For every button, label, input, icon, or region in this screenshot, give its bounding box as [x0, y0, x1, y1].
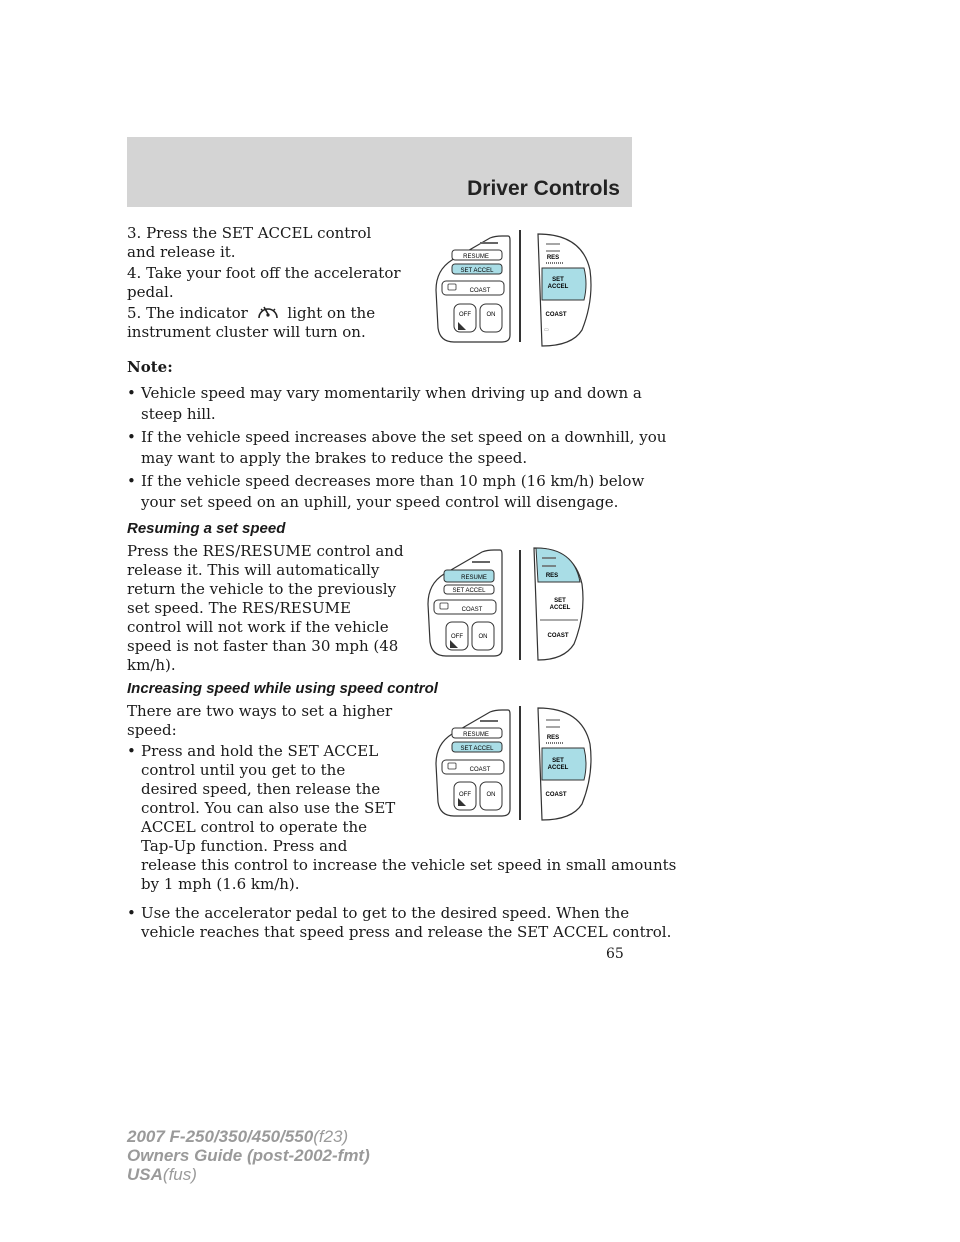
- off-label: OFF: [451, 634, 463, 640]
- footer-guide: Owners Guide (post-2002-fmt): [127, 1146, 370, 1165]
- bullet-dot: •: [127, 428, 136, 446]
- increase-1-line: ACCEL control to operate the: [141, 818, 368, 836]
- set-label: SET: [554, 598, 566, 604]
- on-label: ON: [486, 312, 496, 318]
- increase-1-line: release this control to increase the vehicle set speed in small amounts: [141, 856, 677, 874]
- bullet-dot: •: [127, 904, 136, 922]
- step-5-text-b: light on the: [287, 304, 376, 322]
- increase-1-line: control. You can also use the SET: [141, 799, 396, 817]
- resume-paragraph: [127, 542, 404, 675]
- accel-label: ACCEL: [547, 284, 569, 290]
- res-label: RES: [546, 735, 560, 741]
- set-accel-label: SET ACCEL: [452, 588, 486, 594]
- step-3: [127, 224, 371, 262]
- increase-1-line: control until you get to the: [141, 761, 346, 779]
- coast-label: COAST: [461, 607, 483, 613]
- increase-item-2: [127, 904, 671, 942]
- speed-control-indicator-icon: [253, 304, 283, 322]
- footer-market-code: (fus): [162, 1165, 197, 1184]
- off-label: OFF: [459, 792, 471, 798]
- figure-set-accel-2: [432, 704, 602, 828]
- note-label: Note:: [127, 358, 173, 376]
- increase-2-line: vehicle reaches that speed press and release the SET ACCEL control.: [141, 923, 672, 941]
- increase-1-line: Tap-Up function. Press and: [141, 837, 348, 855]
- coast-label-2: COAST: [547, 633, 569, 639]
- step-5-line-2: instrument cluster will turn on.: [127, 323, 366, 341]
- on-label: ON: [478, 634, 488, 640]
- res-label: RES: [546, 255, 560, 261]
- set-label: SET: [552, 277, 564, 283]
- step-5-text-a: 5. The indicator: [127, 304, 248, 322]
- resume-line: speed is not faster than 30 mph (48: [127, 637, 399, 655]
- increase-2-line: Use the accelerator pedal to get to the desired speed. When the: [141, 904, 630, 922]
- figure-set-accel: [432, 230, 602, 354]
- coast-label: COAST: [469, 288, 491, 294]
- step-3-line-2: and release it.: [127, 243, 236, 261]
- resume-line: release it. This will automatically: [127, 561, 380, 579]
- note-2-line-2: may want to apply the brakes to reduce the speed.: [141, 449, 528, 467]
- resume-line: control will not work if the vehicle: [127, 618, 389, 636]
- footer-code: (f23): [313, 1127, 349, 1146]
- bullet-dot: •: [127, 742, 136, 760]
- steering-controls-diagram-3: [432, 704, 602, 824]
- note-item-2: [127, 428, 666, 468]
- res-label: RES: [545, 573, 559, 579]
- resume-line: set speed. The RES/RESUME: [127, 599, 351, 617]
- note-item-1: [127, 384, 642, 424]
- set-label: SET: [552, 758, 564, 764]
- footer: [127, 1127, 370, 1184]
- increase-1-line: by 1 mph (1.6 km/h).: [141, 875, 300, 893]
- steering-controls-diagram-2: [424, 544, 594, 664]
- coast-label-2: COAST: [545, 312, 567, 318]
- set-accel-label: SET ACCEL: [460, 746, 494, 752]
- resume-heading: Resuming a set speed: [127, 520, 286, 537]
- increase-intro-line: There are two ways to set a higher: [127, 702, 393, 720]
- increase-intro: [127, 702, 392, 740]
- header-band: [127, 137, 632, 207]
- footer-model: 2007 F-250/350/450/550: [127, 1127, 314, 1146]
- resume-line: return the vehicle to the previously: [127, 580, 397, 598]
- note-1-line-1: Vehicle speed may vary momentarily when driving up and down a: [141, 384, 642, 402]
- coast-label: COAST: [469, 767, 491, 773]
- note-item-3: [127, 472, 644, 512]
- step-4-line-1: 4. Take your foot off the accelerator: [127, 264, 401, 282]
- resume-line: Press the RES/RESUME control and: [127, 542, 404, 560]
- figure-resume: [424, 544, 594, 668]
- increase-heading: Increasing speed while using speed control: [127, 680, 438, 697]
- accel-label: ACCEL: [549, 605, 571, 611]
- step-4: [127, 264, 401, 302]
- bullet-dot: •: [127, 384, 136, 402]
- page-number: 65: [606, 946, 624, 962]
- svg-text:▭: ▭: [544, 327, 549, 333]
- set-accel-label: SET ACCEL: [460, 268, 494, 274]
- note-2-line-1: If the vehicle speed increases above the set speed on a downhill, you: [141, 428, 667, 446]
- on-label: ON: [486, 792, 496, 798]
- increase-intro-line: speed:: [127, 721, 177, 739]
- step-5: [127, 304, 375, 342]
- increase-1-line: Press and hold the SET ACCEL: [141, 742, 379, 760]
- note-1-line-2: steep hill.: [141, 405, 216, 423]
- resume-line: km/h).: [127, 656, 176, 674]
- resume-label: RESUME: [463, 254, 489, 260]
- note-3-line-2: your set speed on an uphill, your speed control will disengage.: [141, 493, 619, 511]
- note-3-line-1: If the vehicle speed decreases more than 10 mph (16 km/h) below: [141, 472, 645, 490]
- resume-label: RESUME: [461, 575, 487, 581]
- off-label: OFF: [459, 312, 471, 318]
- step-4-line-2: pedal.: [127, 283, 174, 301]
- increase-1-line: desired speed, then release the: [141, 780, 381, 798]
- bullet-dot: •: [127, 472, 136, 490]
- footer-market: USA: [127, 1165, 163, 1184]
- resume-label: RESUME: [463, 732, 489, 738]
- coast-label-2: COAST: [545, 792, 567, 798]
- steering-controls-diagram-1: [432, 230, 602, 350]
- step-3-line-1: 3. Press the SET ACCEL control: [127, 224, 372, 242]
- page-title: Driver Controls: [467, 177, 620, 200]
- accel-label: ACCEL: [547, 765, 569, 771]
